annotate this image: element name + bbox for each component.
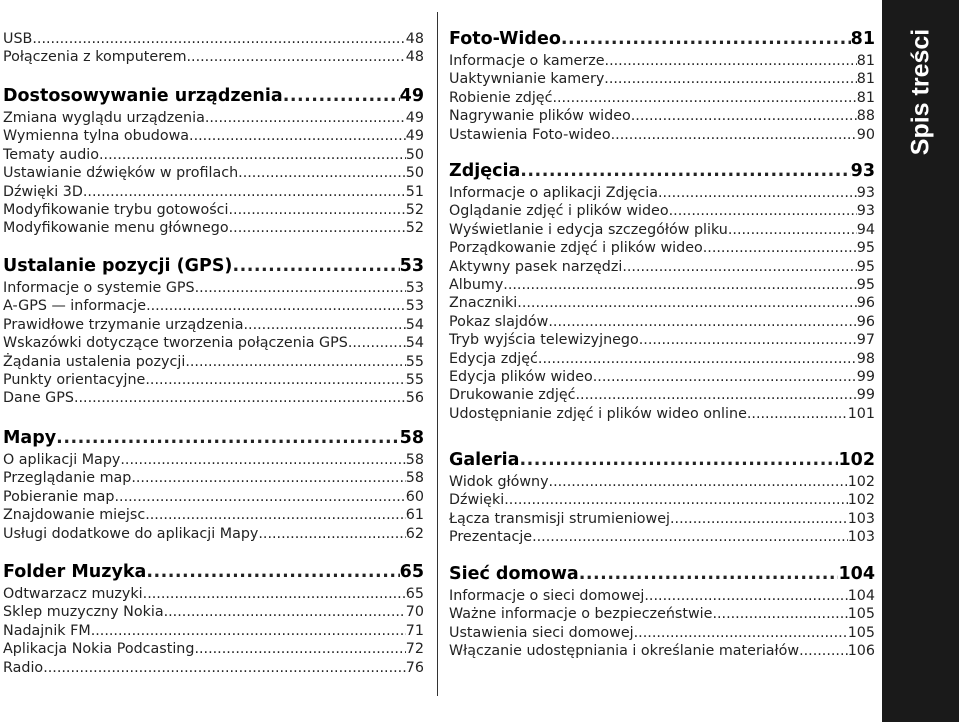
toc-entry[interactable] bbox=[3, 604, 424, 622]
dot-leader bbox=[238, 165, 406, 181]
dot-leader bbox=[520, 161, 850, 181]
entry-title: Oglądanie zdjęć i plików wideo bbox=[449, 203, 669, 220]
entry-title: Znaczniki bbox=[449, 295, 518, 312]
entry-title: O aplikacji Mapy bbox=[3, 452, 121, 468]
page-number: 99 bbox=[856, 368, 875, 385]
page-number: 62 bbox=[405, 525, 424, 542]
section-heading[interactable] bbox=[449, 161, 875, 185]
toc-entry[interactable] bbox=[449, 625, 875, 643]
dot-leader bbox=[243, 317, 405, 333]
page-number: 53 bbox=[405, 298, 424, 315]
page-number: 103 bbox=[847, 510, 875, 527]
toc-entry[interactable] bbox=[3, 147, 424, 165]
dot-leader bbox=[189, 128, 406, 144]
toc-section bbox=[449, 29, 875, 145]
toc-entry[interactable] bbox=[3, 390, 424, 408]
page-number: 55 bbox=[405, 371, 424, 388]
entry-title: Przeglądanie map bbox=[3, 470, 132, 487]
toc-entry[interactable] bbox=[449, 240, 875, 258]
entry-title: Żądania ustalenia pozycji bbox=[3, 353, 186, 370]
section-heading[interactable] bbox=[3, 256, 424, 280]
toc-entry[interactable] bbox=[3, 470, 424, 488]
dot-leader bbox=[83, 184, 406, 200]
toc-entry[interactable] bbox=[449, 222, 875, 240]
toc-entry[interactable] bbox=[449, 71, 875, 89]
page-number: 90 bbox=[856, 126, 875, 143]
page-number: 88 bbox=[856, 108, 875, 125]
entry-title: Ustawianie dźwięków w profilach bbox=[3, 165, 239, 182]
page-number: 58 bbox=[399, 428, 424, 448]
toc-entry[interactable] bbox=[3, 49, 424, 67]
dot-leader bbox=[146, 562, 399, 582]
dot-leader bbox=[205, 110, 406, 126]
page-number: 102 bbox=[838, 450, 875, 470]
toc-entry[interactable] bbox=[3, 641, 424, 659]
page-number: 93 bbox=[856, 185, 875, 201]
dot-leader bbox=[114, 489, 405, 505]
page-number: 51 bbox=[405, 183, 424, 200]
toc-section bbox=[449, 161, 875, 424]
toc-entry[interactable] bbox=[449, 203, 875, 221]
entry-title: Wymienna tylna obudowa bbox=[3, 128, 190, 145]
toc-section bbox=[3, 86, 424, 239]
dot-leader bbox=[348, 335, 406, 351]
page-number: 104 bbox=[838, 564, 875, 584]
toc-entry[interactable] bbox=[3, 354, 424, 372]
page-number: 48 bbox=[405, 31, 424, 47]
entry-title: Edycja plików wideo bbox=[449, 368, 593, 385]
toc-entry[interactable] bbox=[3, 128, 424, 146]
page-number: 49 bbox=[399, 86, 424, 106]
section-heading[interactable] bbox=[3, 562, 424, 586]
page-number: 94 bbox=[856, 221, 875, 238]
toc-section bbox=[3, 256, 424, 409]
entry-title: Zmiana wyglądu urządzenia bbox=[3, 110, 205, 126]
page-number: 53 bbox=[405, 280, 424, 296]
section-title: Dostosowywanie urządzenia bbox=[3, 86, 283, 106]
entry-title: Usługi dodatkowe do aplikacji Mapy bbox=[3, 525, 259, 542]
section-title: Mapy bbox=[3, 428, 57, 448]
entry-title: Modyfikowanie menu głównego bbox=[3, 220, 229, 237]
toc-entry[interactable] bbox=[449, 295, 875, 313]
entry-title: Połączenia z komputerem bbox=[3, 49, 187, 66]
dot-leader bbox=[631, 108, 857, 124]
toc-entry[interactable] bbox=[449, 369, 875, 387]
section-title: Folder Muzyka bbox=[3, 562, 147, 582]
toc-section bbox=[3, 428, 424, 544]
entry-title: Znajdowanie miejsc bbox=[3, 507, 146, 524]
entry-title: Dane GPS bbox=[3, 390, 74, 407]
entry-title: Łącza transmisji strumieniowej bbox=[449, 510, 670, 527]
page-number: 58 bbox=[405, 452, 424, 468]
dot-leader bbox=[712, 606, 847, 622]
dot-leader bbox=[634, 625, 848, 641]
toc-entry[interactable] bbox=[3, 526, 424, 544]
entry-title: Ustawienia sieci domowej bbox=[449, 624, 634, 641]
dot-leader bbox=[145, 507, 406, 523]
section-heading[interactable] bbox=[449, 564, 875, 588]
page-number: 52 bbox=[405, 201, 424, 218]
toc-entry[interactable] bbox=[3, 452, 424, 470]
dot-leader bbox=[503, 277, 857, 293]
dot-leader bbox=[120, 452, 405, 468]
page-number: 56 bbox=[405, 390, 424, 407]
page-number: 93 bbox=[850, 161, 875, 181]
entry-title: Ważne informacje o bezpieczeństwie bbox=[449, 606, 713, 623]
entry-title: Ustawienia Foto-wideo bbox=[449, 126, 611, 143]
dot-leader bbox=[146, 298, 406, 314]
entry-title: A-GPS — informacje bbox=[3, 298, 147, 315]
toc-entry[interactable] bbox=[449, 332, 875, 350]
entry-title: Sklep muzyczny Nokia bbox=[3, 604, 164, 621]
dot-leader bbox=[605, 53, 857, 69]
page-number: 54 bbox=[405, 316, 424, 333]
section-heading[interactable] bbox=[3, 86, 424, 110]
toc-entry[interactable] bbox=[3, 165, 424, 183]
dot-leader bbox=[728, 222, 857, 238]
entry-title: Prawidłowe trzymanie urządzenia bbox=[3, 316, 244, 333]
dot-leader bbox=[131, 470, 405, 486]
entry-title: Informacje o kamerze bbox=[449, 53, 605, 69]
toc-entry[interactable] bbox=[449, 351, 875, 369]
dot-leader bbox=[538, 351, 857, 367]
page-number: 65 bbox=[405, 586, 424, 602]
page-number: 71 bbox=[405, 622, 424, 639]
entry-title: USB bbox=[3, 31, 33, 47]
dot-leader bbox=[799, 643, 848, 659]
entry-title: Włączanie udostępniania i określanie materiałów bbox=[449, 643, 800, 660]
toc-entry[interactable] bbox=[3, 220, 424, 238]
toc-entry[interactable] bbox=[449, 277, 875, 295]
page-number: 95 bbox=[856, 276, 875, 293]
section-title: Ustalanie pozycji (GPS) bbox=[3, 256, 233, 276]
dot-leader bbox=[195, 280, 406, 296]
toc-entry[interactable] bbox=[3, 298, 424, 316]
toc-section bbox=[449, 564, 875, 662]
toc-entry[interactable] bbox=[3, 660, 424, 678]
entry-title: Tryb wyjścia telewizyjnego bbox=[449, 332, 639, 349]
entry-title: Aplikacja Nokia Podcasting bbox=[3, 641, 195, 658]
entry-title: Wyświetlanie i edycja szczegółów pliku bbox=[449, 221, 728, 238]
dot-leader bbox=[164, 604, 406, 620]
dot-leader bbox=[517, 295, 857, 311]
sidebar-title: Spis treści bbox=[906, 28, 934, 156]
entry-title: Drukowanie zdjęć bbox=[449, 387, 576, 404]
dot-leader bbox=[32, 31, 405, 47]
entry-title: Albumy bbox=[449, 276, 504, 293]
page-number: 72 bbox=[405, 641, 424, 658]
entry-title: Aktywny pasek narzędzi bbox=[449, 258, 623, 275]
dot-leader bbox=[229, 202, 406, 218]
column-divider bbox=[437, 12, 438, 696]
dot-leader bbox=[91, 623, 406, 639]
dot-leader bbox=[283, 86, 400, 106]
page-number: 95 bbox=[856, 258, 875, 275]
dot-leader bbox=[703, 240, 857, 256]
page-number: 48 bbox=[405, 49, 424, 66]
toc-group bbox=[3, 31, 424, 68]
toc-entry[interactable] bbox=[449, 185, 875, 203]
dot-leader bbox=[99, 147, 406, 163]
page-number: 102 bbox=[847, 474, 875, 490]
dot-leader bbox=[229, 220, 406, 236]
dot-leader bbox=[579, 564, 839, 584]
toc-entry[interactable] bbox=[449, 406, 875, 424]
page-number: 95 bbox=[856, 240, 875, 257]
page-number: 101 bbox=[847, 405, 875, 422]
entry-title: Uaktywnianie kamery bbox=[449, 71, 605, 88]
toc-section bbox=[3, 562, 424, 678]
toc-entry[interactable] bbox=[449, 108, 875, 126]
toc-entry[interactable] bbox=[3, 280, 424, 298]
entry-title: Robienie zdjęć bbox=[449, 89, 553, 106]
dot-leader bbox=[658, 185, 857, 201]
dot-leader bbox=[185, 354, 405, 370]
dot-leader bbox=[561, 29, 851, 49]
toc-entry[interactable] bbox=[449, 643, 875, 661]
dot-leader bbox=[519, 450, 838, 470]
page-number: 55 bbox=[405, 353, 424, 370]
dot-leader bbox=[194, 641, 405, 657]
dot-leader bbox=[43, 660, 406, 676]
dot-leader bbox=[258, 526, 405, 542]
page-number: 61 bbox=[405, 507, 424, 524]
page-number: 99 bbox=[856, 387, 875, 404]
toc-entry[interactable] bbox=[3, 586, 424, 604]
section-title: Sieć domowa bbox=[449, 564, 579, 584]
entry-title: Pobieranie map bbox=[3, 488, 115, 505]
page-number: 104 bbox=[847, 588, 875, 604]
section-heading[interactable] bbox=[449, 450, 875, 474]
toc-entry[interactable] bbox=[449, 529, 875, 547]
toc-entry[interactable] bbox=[449, 588, 875, 606]
dot-leader bbox=[576, 387, 857, 403]
dot-leader bbox=[611, 127, 857, 143]
dot-leader bbox=[56, 428, 399, 448]
toc-entry[interactable] bbox=[3, 623, 424, 641]
page-number: 60 bbox=[405, 488, 424, 505]
dot-leader bbox=[669, 203, 857, 219]
dot-leader bbox=[232, 256, 399, 276]
dot-leader bbox=[74, 390, 406, 406]
page-number: 50 bbox=[405, 165, 424, 182]
dot-leader bbox=[670, 511, 848, 527]
page-number: 54 bbox=[405, 335, 424, 352]
dot-leader bbox=[504, 492, 847, 508]
section-title: Foto-Wideo bbox=[449, 29, 561, 49]
page-number: 53 bbox=[399, 256, 424, 276]
dot-leader bbox=[187, 49, 406, 65]
toc-entry[interactable] bbox=[449, 53, 875, 71]
entry-title: Punkty orientacyjne bbox=[3, 371, 146, 388]
entry-title: Modyfikowanie trybu gotowości bbox=[3, 201, 229, 218]
page-number: 58 bbox=[405, 470, 424, 487]
toc-section bbox=[449, 450, 875, 548]
toc-entry[interactable] bbox=[449, 387, 875, 405]
entry-title: Radio bbox=[3, 659, 44, 676]
page-number: 96 bbox=[856, 295, 875, 312]
entry-title: Porządkowanie zdjęć i plików wideo bbox=[449, 240, 703, 257]
toc-entry[interactable] bbox=[3, 110, 424, 128]
entry-title: Prezentacje bbox=[449, 529, 533, 546]
page-number: 49 bbox=[405, 128, 424, 145]
toc-entry[interactable] bbox=[449, 314, 875, 332]
dot-leader bbox=[604, 71, 857, 87]
dot-leader bbox=[644, 588, 847, 604]
section-title: Zdjęcia bbox=[449, 161, 521, 181]
dot-leader bbox=[747, 406, 848, 422]
page-number: 81 bbox=[856, 71, 875, 88]
entry-title: Nagrywanie plików wideo bbox=[449, 108, 631, 125]
page-number: 50 bbox=[405, 146, 424, 163]
entry-title: Edycja zdjęć bbox=[449, 350, 538, 367]
toc-entry[interactable] bbox=[449, 90, 875, 108]
page-number: 81 bbox=[856, 53, 875, 69]
page-number: 106 bbox=[847, 643, 875, 660]
toc-entry[interactable] bbox=[3, 489, 424, 507]
page-number: 102 bbox=[847, 492, 875, 509]
page-number: 96 bbox=[856, 313, 875, 330]
toc-entry[interactable] bbox=[449, 511, 875, 529]
page-number: 52 bbox=[405, 220, 424, 237]
entry-title: Wskazówki dotyczące tworzenia połączenia GPS bbox=[3, 335, 348, 352]
section-heading[interactable] bbox=[449, 29, 875, 53]
entry-title: Nadajnik FM bbox=[3, 622, 91, 639]
toc-entry[interactable] bbox=[449, 474, 875, 492]
entry-title: Dźwięki 3D bbox=[3, 183, 83, 200]
page-number: 76 bbox=[405, 659, 424, 676]
page-number: 97 bbox=[856, 332, 875, 349]
dot-leader bbox=[145, 372, 405, 388]
entry-title: Odtwarzacz muzyki bbox=[3, 586, 143, 602]
page-number: 103 bbox=[847, 529, 875, 546]
dot-leader bbox=[622, 259, 856, 275]
entry-title: Informacje o sieci domowej bbox=[449, 588, 645, 604]
entry-title: Pokaz slajdów bbox=[449, 313, 549, 330]
section-title: Galeria bbox=[449, 450, 520, 470]
toc-entry[interactable] bbox=[449, 606, 875, 624]
dot-leader bbox=[593, 369, 857, 385]
toc-entry[interactable] bbox=[3, 335, 424, 353]
entry-title: Informacje o aplikacji Zdjęcia bbox=[449, 185, 658, 201]
toc-entry[interactable] bbox=[3, 507, 424, 525]
dot-leader bbox=[143, 586, 406, 602]
toc-entry[interactable] bbox=[3, 184, 424, 202]
toc-entry[interactable] bbox=[449, 127, 875, 145]
toc-entry[interactable] bbox=[449, 259, 875, 277]
dot-leader bbox=[639, 332, 857, 348]
dot-leader bbox=[552, 90, 856, 106]
dot-leader bbox=[532, 529, 848, 545]
section-heading[interactable] bbox=[3, 428, 424, 452]
page-number: 93 bbox=[856, 203, 875, 220]
toc-entry[interactable] bbox=[3, 31, 424, 49]
page-number: 81 bbox=[850, 29, 875, 49]
entry-title: Informacje o systemie GPS bbox=[3, 280, 195, 296]
sidebar-tab bbox=[882, 0, 959, 722]
page-number: 70 bbox=[405, 604, 424, 621]
toc-entry[interactable] bbox=[3, 202, 424, 220]
entry-title: Udostępnianie zdjęć i plików wideo online bbox=[449, 405, 747, 422]
page-number: 49 bbox=[405, 110, 424, 126]
entry-title: Tematy audio bbox=[3, 146, 100, 163]
page-number: 105 bbox=[847, 624, 875, 641]
entry-title: Widok główny bbox=[449, 474, 549, 490]
dot-leader bbox=[549, 474, 848, 490]
page-number: 105 bbox=[847, 606, 875, 623]
page-number: 65 bbox=[399, 562, 424, 582]
dot-leader bbox=[548, 314, 856, 330]
page-number: 81 bbox=[856, 89, 875, 106]
toc-entry[interactable] bbox=[3, 317, 424, 335]
entry-title: Dźwięki bbox=[449, 492, 505, 509]
page-number: 98 bbox=[856, 350, 875, 367]
toc-entry[interactable] bbox=[449, 492, 875, 510]
toc-entry[interactable] bbox=[3, 372, 424, 390]
